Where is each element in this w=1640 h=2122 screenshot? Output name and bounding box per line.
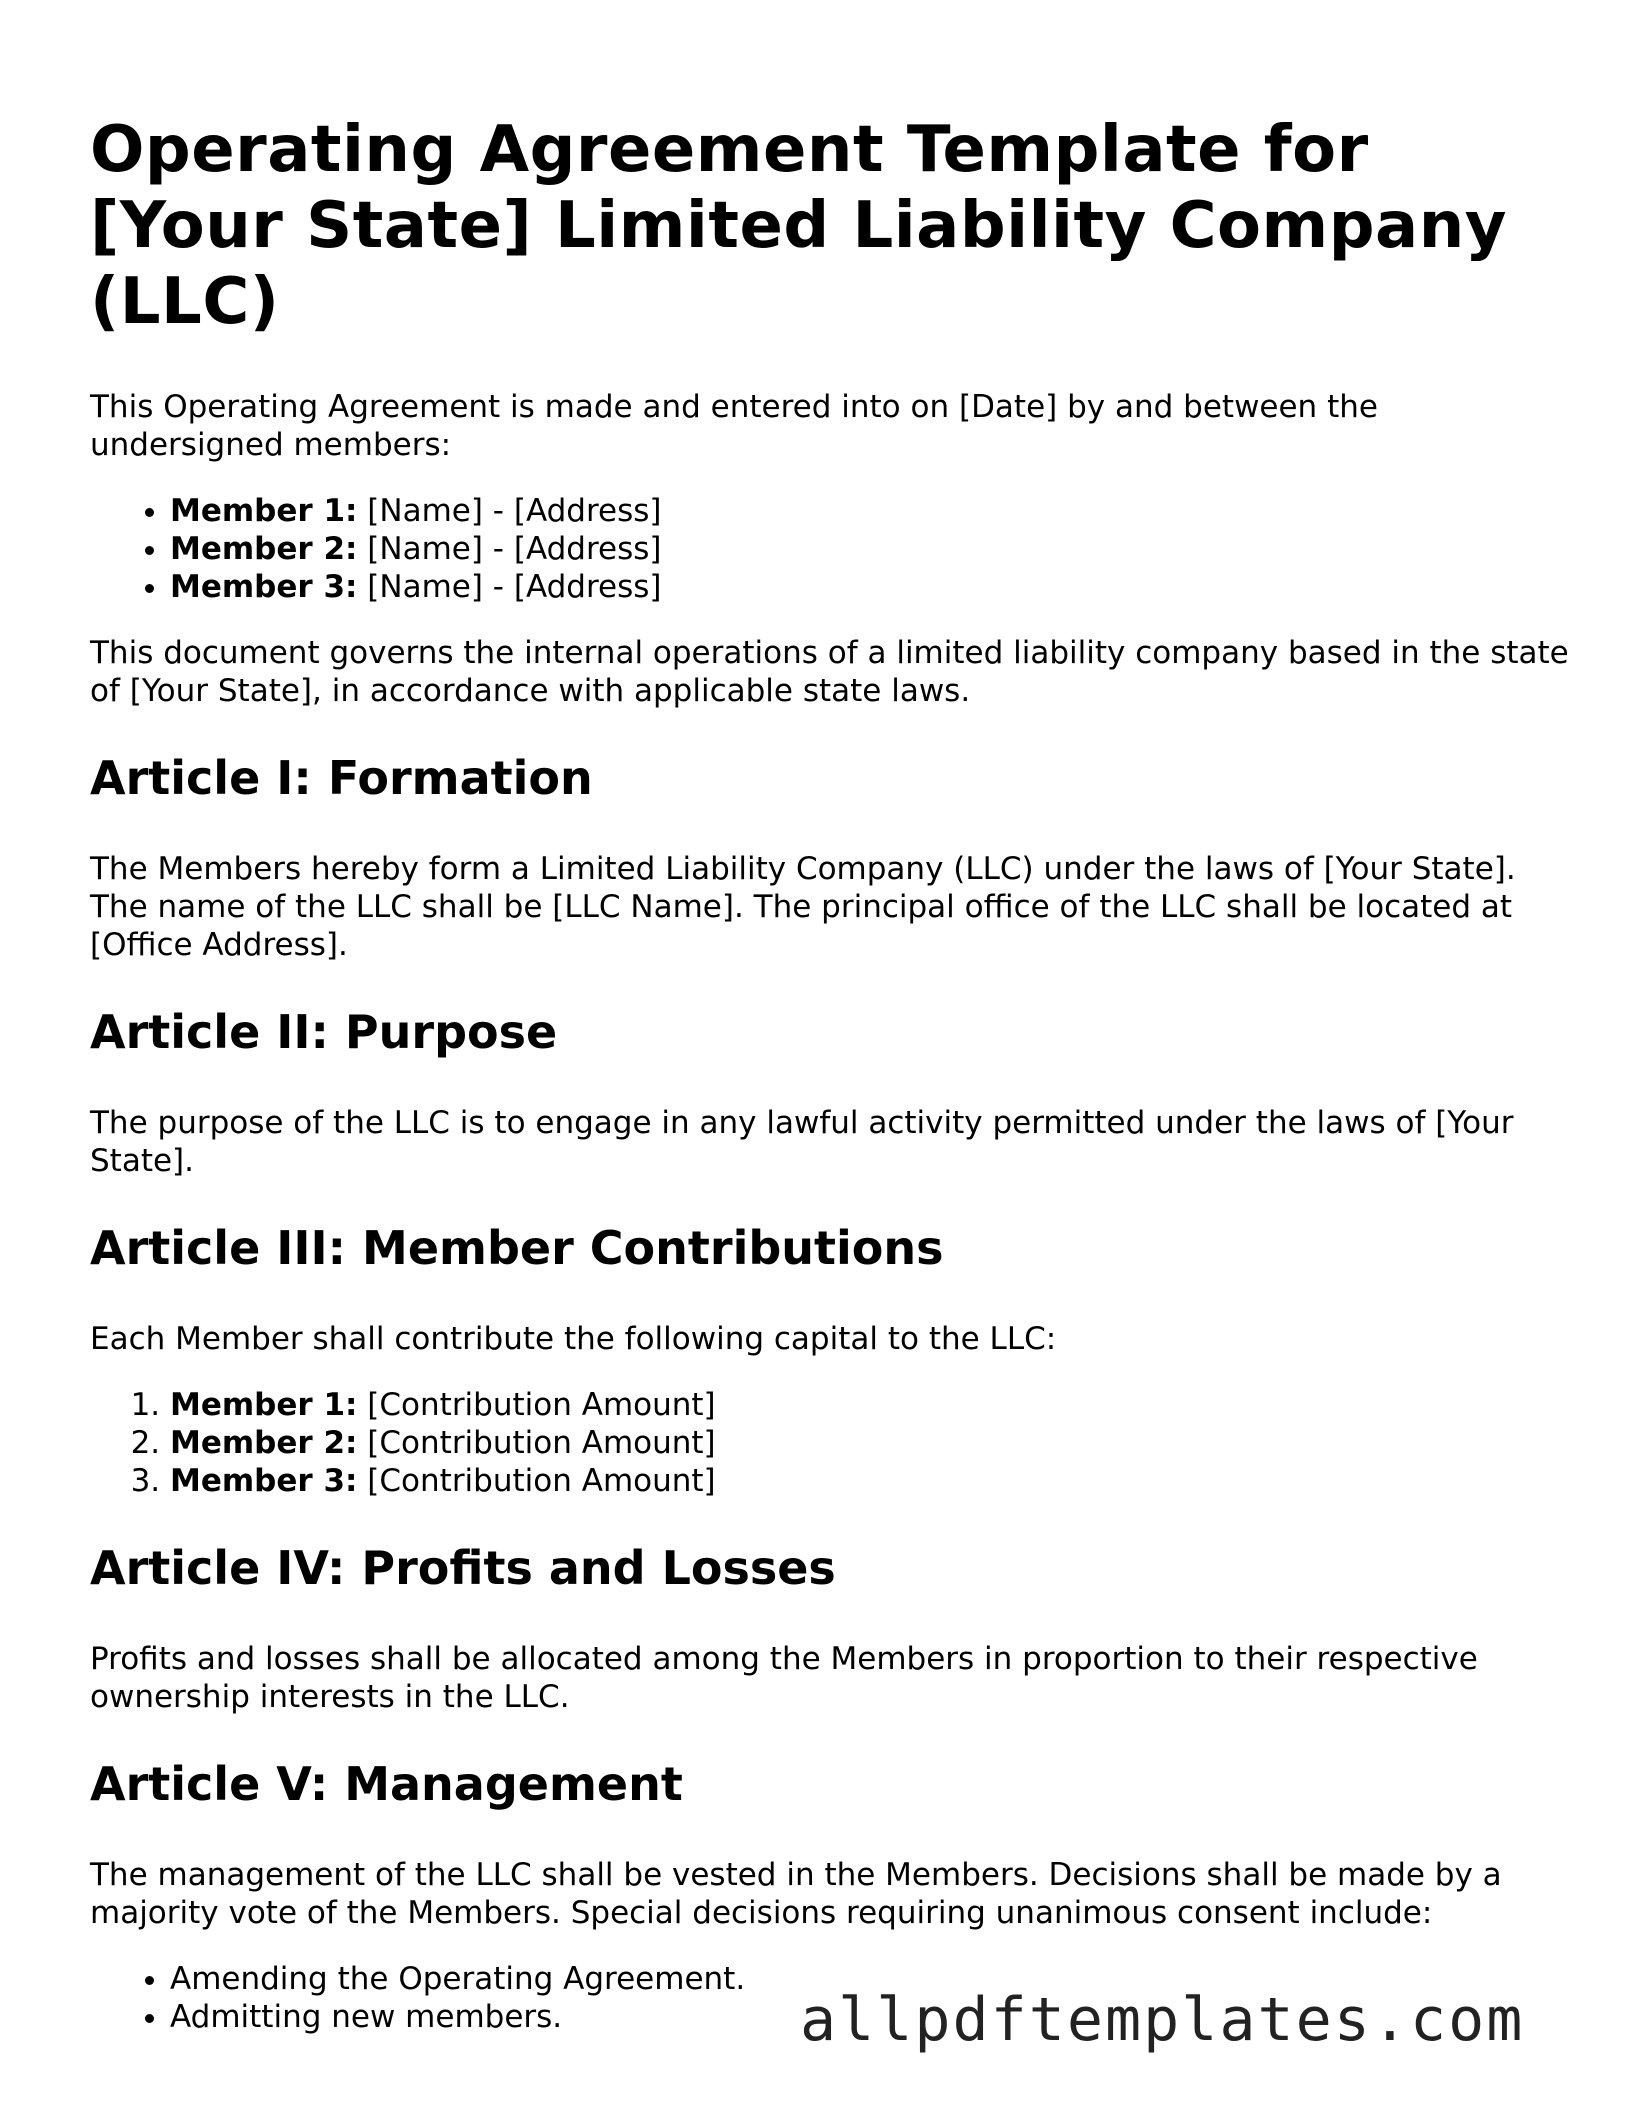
document-page [90, 112, 1570, 2064]
members-list [90, 492, 1570, 606]
article-purpose-heading: Article II: Purpose [90, 1005, 558, 1059]
list-item [170, 1424, 1570, 1462]
article-formation-heading: Article I: Formation [90, 751, 593, 805]
member-label: Member 3: [170, 569, 358, 605]
member-value: [Name] - [Address] [357, 493, 662, 529]
article-management-heading: Article V: Management [90, 1757, 683, 1811]
member-label: Member 2: [170, 531, 358, 567]
article-management-text: The management of the LLC shall be vested in the Members. Decisions shall be made by a majority vote of the Members. Special decisions requiring unanimous consent include: [90, 1857, 1502, 1931]
governs-paragraph: This document governs the internal operations of a limited liability company based in the state of [Your State], in accordance with applicable state laws. [90, 635, 1569, 709]
contribution-value: [Contribution Amount] [357, 1425, 716, 1461]
contribution-value: [Contribution Amount] [357, 1463, 716, 1499]
article-contributions-heading: Article III: Member Contributions [90, 1221, 944, 1275]
list-item [170, 1386, 1570, 1424]
list-item [170, 492, 1570, 530]
contribution-label: Member 3: [170, 1463, 358, 1499]
list-item [170, 1462, 1570, 1500]
watermark: allpdftemplates.com [800, 1985, 1525, 2055]
member-value: [Name] - [Address] [357, 531, 662, 567]
article-profits-text: Profits and losses shall be allocated among the Members in proportion to their respective ownership interests in the LLC. [90, 1641, 1478, 1715]
list-item: • Amending the Operating Agreement. [170, 1960, 1570, 1998]
article-contributions-text: Each Member shall contribute the following capital to the LLC: [90, 1321, 1057, 1357]
contributions-list [90, 1386, 1570, 1500]
article-purpose-text: The purpose of the LLC is to engage in any lawful activity permitted under the laws of [Your State]. [90, 1105, 1514, 1179]
list-item [170, 530, 1570, 568]
article-profits-heading: Article IV: Profits and Losses [90, 1541, 836, 1595]
list-item: • Admitting new members. [170, 1998, 1570, 2036]
document-title: Operating Agreement Template for [Your State] Limited Liability Company (LLC) [90, 113, 1507, 339]
article-formation-text: The Members hereby form a Limited Liability Company (LLC) under the laws of [Your State]. The name of the LLC shall be [LLC Name]. The principal office of the LLC shall be located at [Office Address]. [90, 851, 1516, 963]
member-value: [Name] - [Address] [357, 569, 662, 605]
contribution-value: [Contribution Amount] [357, 1387, 716, 1423]
contribution-label: Member 2: [170, 1425, 358, 1461]
intro-paragraph: This Operating Agreement is made and entered into on [Date] by and between the undersigned members: [90, 389, 1378, 463]
member-label: Member 1: [170, 493, 358, 529]
contribution-label: Member 1: [170, 1387, 358, 1423]
list-item [170, 568, 1570, 606]
